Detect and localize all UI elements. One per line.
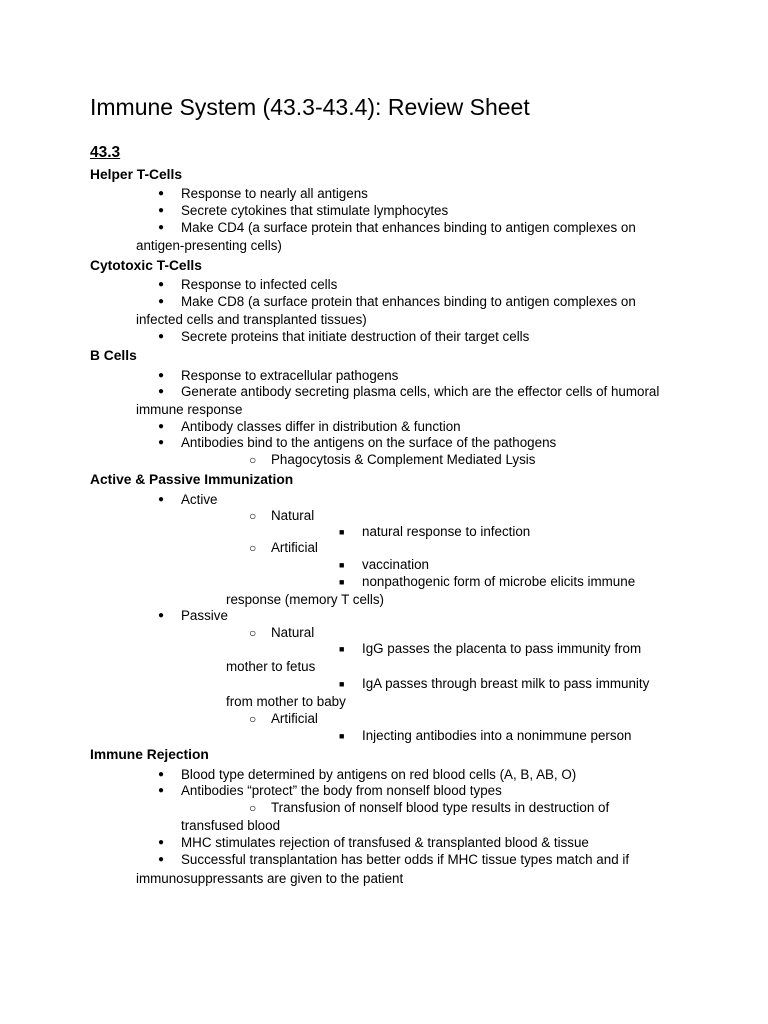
section-number: 43.3 — [90, 144, 121, 161]
list-item: Response to extracellular pathogens — [181, 368, 399, 383]
bullet-marker: ● — [158, 785, 165, 796]
bullet-marker: ● — [158, 331, 165, 342]
list-item-continuation: transfused blood — [181, 818, 281, 833]
heading-immunization: Active & Passive Immunization — [90, 472, 294, 487]
bullet-marker: ● — [158, 386, 165, 397]
bullet-marker: ● — [158, 205, 165, 216]
list-item: Generate antibody secreting plasma cells, which are the effector cells of humoral — [181, 384, 660, 399]
list-item-continuation: from mother to baby — [226, 694, 346, 709]
heading-helper-t-cells: Helper T-Cells — [90, 167, 183, 182]
list-item: Active — [181, 492, 218, 507]
list-item: Antibodies bind to the antigens on the surface of the pathogens — [181, 435, 557, 450]
list-item: natural response to infection — [362, 524, 531, 539]
list-item-continuation: mother to fetus — [226, 659, 316, 674]
square-marker: ■ — [339, 577, 345, 587]
bullet-marker: ● — [158, 769, 165, 780]
circle-marker: ○ — [249, 509, 257, 523]
bullet-marker: ● — [158, 854, 165, 865]
circle-marker: ○ — [249, 626, 257, 640]
circle-marker: ○ — [249, 541, 257, 555]
square-marker: ■ — [339, 527, 345, 537]
list-item: Response to nearly all antigens — [181, 186, 368, 201]
list-item: Natural — [271, 625, 315, 640]
list-item: Artificial — [271, 711, 318, 726]
list-item: Natural — [271, 508, 315, 523]
list-item: Artificial — [271, 540, 318, 555]
list-item: Make CD8 (a surface protein that enhances binding to antigen complexes on — [181, 294, 636, 309]
square-marker: ■ — [339, 731, 345, 741]
bullet-marker: ● — [158, 279, 165, 290]
list-item: Make CD4 (a surface protein that enhances binding to antigen complexes on — [181, 220, 636, 235]
bullet-marker: ● — [158, 296, 165, 307]
list-item: Response to infected cells — [181, 277, 338, 292]
heading-cytotoxic-t-cells: Cytotoxic T-Cells — [90, 258, 202, 273]
list-item-continuation: response (memory T cells) — [226, 592, 385, 607]
list-item: Successful transplantation has better odds if MHC tissue types match and if — [181, 852, 630, 867]
list-item: Phagocytosis & Complement Mediated Lysis — [271, 452, 536, 467]
list-item: Antibody classes differ in distribution & function — [181, 419, 461, 434]
list-item: Transfusion of nonself blood type results in destruction of — [271, 800, 610, 815]
list-item: Secrete proteins that initiate destruction of their target cells — [181, 329, 530, 344]
list-item: Injecting antibodies into a nonimmune person — [362, 728, 632, 743]
list-item-continuation: immune response — [136, 402, 243, 417]
list-item: IgG passes the placenta to pass immunity from — [362, 641, 642, 656]
bullet-marker: ● — [158, 370, 165, 381]
list-item: vaccination — [362, 557, 429, 572]
square-marker: ■ — [339, 679, 345, 689]
bullet-marker: ● — [158, 421, 165, 432]
bullet-marker: ● — [158, 837, 165, 848]
list-item: Blood type determined by antigens on red blood cells (A, B, AB, O) — [181, 767, 577, 782]
circle-marker: ○ — [249, 712, 257, 726]
list-item: Secrete cytokines that stimulate lymphocytes — [181, 203, 449, 218]
page-title: Immune System (43.3-43.4): Review Sheet — [90, 94, 530, 120]
list-item-continuation: antigen-presenting cells) — [136, 238, 282, 253]
list-item-continuation: infected cells and transplanted tissues) — [136, 312, 367, 327]
bullet-marker: ● — [158, 188, 165, 199]
list-item-continuation: immunosuppressants are given to the patient — [136, 871, 404, 886]
bullet-marker: ● — [158, 222, 165, 233]
list-item: nonpathogenic form of microbe elicits immune — [362, 574, 636, 589]
list-item: Antibodies “protect” the body from nonself blood types — [181, 783, 502, 798]
square-marker: ■ — [339, 644, 345, 654]
circle-marker: ○ — [249, 801, 257, 815]
bullet-marker: ● — [158, 494, 165, 505]
list-item: Passive — [181, 608, 228, 623]
bullet-marker: ● — [158, 610, 165, 621]
list-item: IgA passes through breast milk to pass immunity — [362, 676, 650, 691]
heading-b-cells: B Cells — [90, 348, 137, 363]
bullet-marker: ● — [158, 437, 165, 448]
list-item: MHC stimulates rejection of transfused & transplanted blood & tissue — [181, 835, 589, 850]
square-marker: ■ — [339, 560, 345, 570]
heading-immune-rejection: Immune Rejection — [90, 747, 209, 762]
circle-marker: ○ — [249, 453, 257, 467]
